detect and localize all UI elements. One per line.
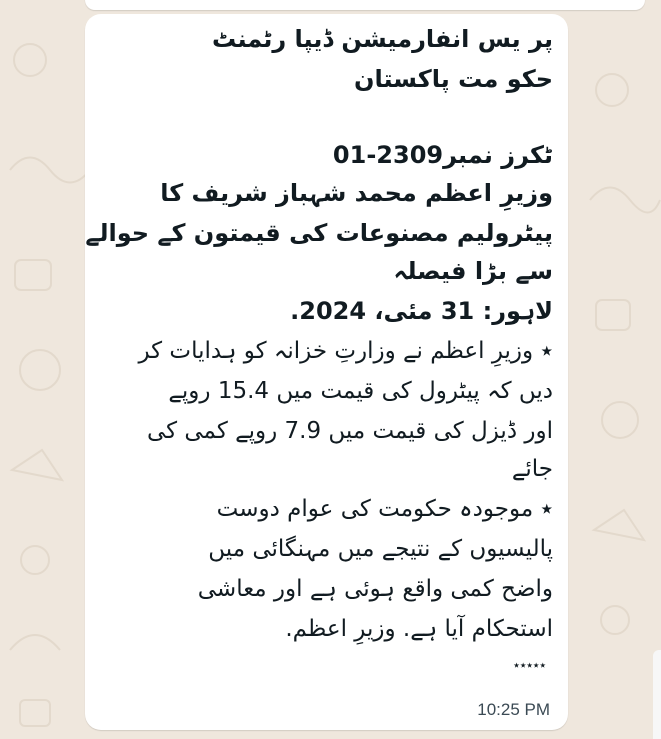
doodle-icon xyxy=(594,510,644,540)
doodle-icon xyxy=(10,158,90,183)
message-timestamp: 10:25 PM xyxy=(477,700,550,719)
title-line-2: پیٹرولیم مصنوعات کی قیمتون کے حوالے xyxy=(85,219,553,247)
stars-separator: ٭٭٭٭٭ xyxy=(513,658,546,672)
paragraph-2-line-3: واضح کمی واقع ہوئی ہے اور معاشی xyxy=(197,576,553,602)
header-line-1: پر یس انفارمیشن ڈیپا رٹمنٹ xyxy=(212,25,553,53)
doodle-icon xyxy=(590,188,660,213)
paragraph-2-line-1: ٭ موجودہ حکومت کی عوام دوست xyxy=(216,496,553,522)
side-panel-edge xyxy=(653,650,661,739)
paragraph-1-line-2: دیں کہ پیٹرول کی قیمت میں 15.4 روپے xyxy=(168,378,553,404)
doodle-icon xyxy=(601,606,629,634)
paragraph-2-line-2: پالیسیوں کے نتیجے میں مہنگائی میں xyxy=(208,536,553,562)
header-line-2: حکو مت پاکستان xyxy=(354,65,553,93)
doodle-icon xyxy=(20,350,60,390)
paragraph-2-line-4: استحکام آیا ہے. وزیرِ اعظم. xyxy=(285,616,553,642)
doodle-icon xyxy=(21,546,49,574)
doodle-icon xyxy=(602,402,638,438)
title-line-3: سے بڑا فیصلہ xyxy=(393,257,553,285)
paragraph-1-line-4: جائے xyxy=(511,456,553,482)
message-bubble[interactable] xyxy=(85,14,568,730)
paragraph-1-line-3: اور ڈیزل کی قیمت میں 7.9 روپے کمی کی xyxy=(146,418,553,444)
doodle-icon xyxy=(10,635,60,650)
dateline: لاہور: 31 مئی، 2024. xyxy=(290,297,553,325)
doodle-icon xyxy=(12,450,62,480)
doodle-icon xyxy=(14,44,46,76)
paragraph-1-line-1: ٭ وزیرِ اعظم نے وزارتِ خزانہ کو ہدایات کر xyxy=(138,338,553,364)
ticker-number: ٹکرز نمبر2309-01 xyxy=(332,141,553,169)
doodle-icon xyxy=(596,74,628,106)
previous-message-bubble xyxy=(85,0,645,10)
title-line-1: وزیرِ اعظم محمد شہباز شریف کا xyxy=(160,179,553,207)
doodle-icon xyxy=(15,260,51,290)
doodle-icon xyxy=(20,700,50,726)
doodle-icon xyxy=(596,300,630,330)
